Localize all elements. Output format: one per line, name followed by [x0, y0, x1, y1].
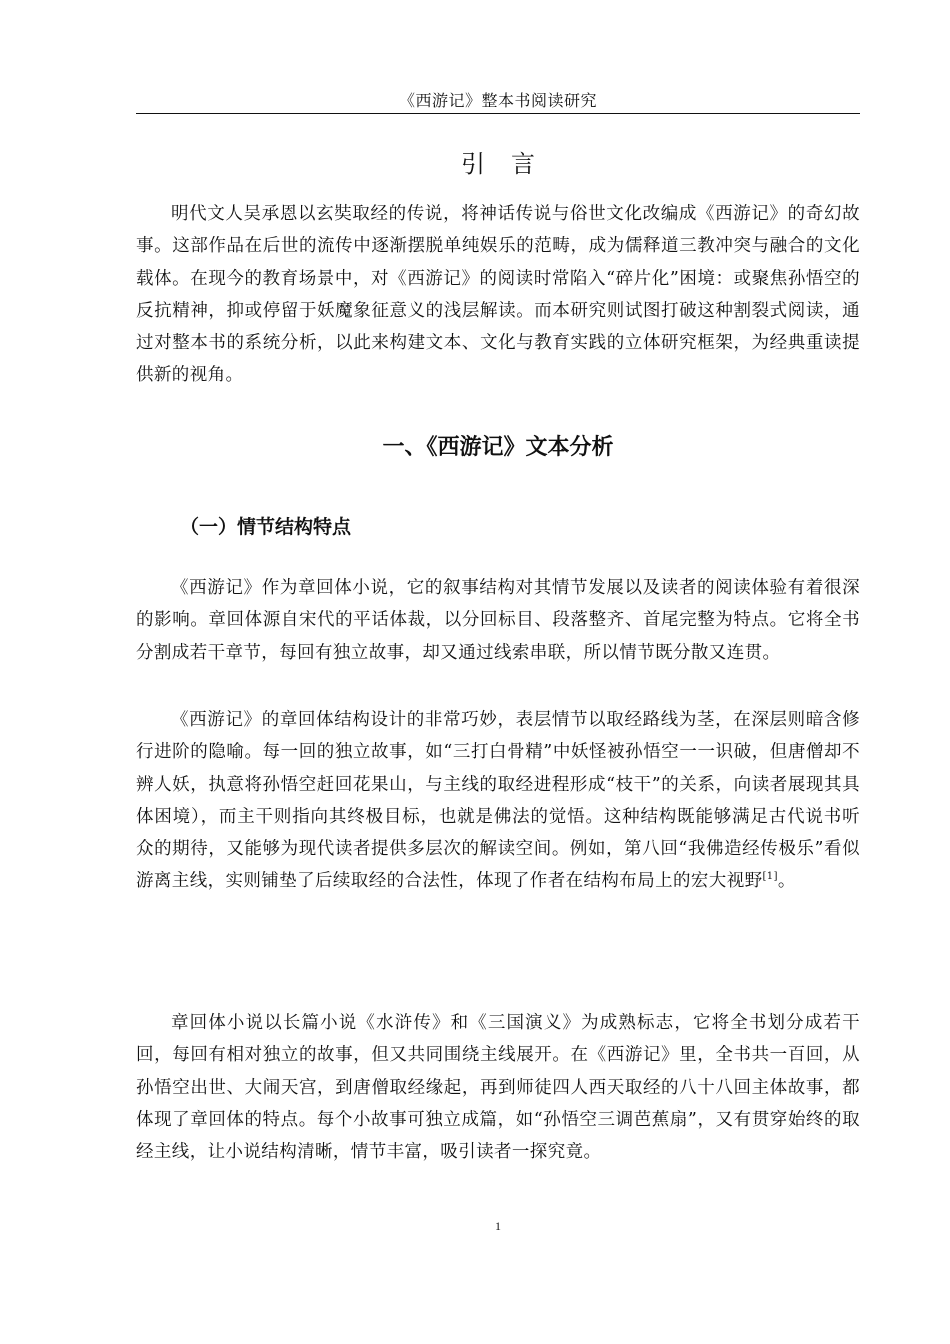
body-paragraph-2-text: 《西游记》的章回体结构设计的非常巧妙，表层情节以取经路线为茎，在深层则暗含修行进阶的隐喻。每一回的独立故事，如“三打白骨精”中妖怪被孙悟空一一识破，但唐僧却不辨人妖，执意将孙悟空赶回花果山，与主线的取经进程形成“枝干”的关系，向读者展现其具体困境），而主干则指向其终极目标，也就是佛法的觉悟。这种结构既能够满足古代说书听众的期待，又能够为现代读者提供多层次的解读空间。例如，第八回“我佛造经传极乐”看似游离主线，实则铺垫了后续取经的合法性，体现了作者在结构布局上的宏大视野 [136, 710, 860, 892]
body-paragraph-3: 章回体小说以长篇小说《水浒传》和《三国演义》为成熟标志，它将全书划分成若干回，每回有相对独立的故事，但又共同围绕主线展开。在《西游记》里，全书共一百回，从孙悟空出世、大闹天宫，到唐僧取经缘起，再到师徒四人西天取经的八十八回主体故事，都体现了章回体的特点。每个小故事可独立成篇，如“孙悟空三调芭蕉扇”，又有贯穿始终的取经主线，让小说结构清晰，情节丰富，吸引读者一探究竟。 [136, 1013, 860, 1163]
intro-title: 引言 [461, 150, 561, 178]
running-header: 《西游记》整本书阅读研究 [398, 91, 597, 110]
citation-marker[interactable]: [1] [762, 871, 778, 883]
header-divider [136, 113, 860, 114]
body-paragraph-1: 《西游记》作为章回体小说，它的叙事结构对其情节发展以及读者的阅读体验有着很深的影响。章回体源自宋代的平话体裁，以分回标目、段落整齐、首尾完整为特点。它将全书分割成若干章节，每回有独立故事，却又通过线索串联，所以情节既分散又连贯。 [136, 578, 860, 663]
intro-paragraph: 明代文人吴承恩以玄奘取经的传说，将神话传说与俗世文化改编成《西游记》的奇幻故事。这部作品在后世的流传中逐渐摆脱单纯娱乐的范畴，成为儒释道三教冲突与融合的文化载体。在现今的教育场景中，对《西游记》的阅读时常陷入“碎片化”困境：或聚焦孙悟空的反抗精神，抑或停留于妖魔象征意义的浅层解读。而本研究则试图打破这种割裂式阅读，通过对整本书的系统分析，以此来构建文本、文化与教育实践的立体研究框架，为经典重读提供新的视角。 [136, 204, 860, 386]
page-number: 1 [495, 1219, 501, 1233]
subsection-heading: （一）情节结构特点 [180, 516, 352, 538]
body-paragraph-2 [136, 704, 860, 898]
section-heading: 一、《西游记》文本分析 [382, 435, 614, 460]
body-paragraph-2-end: 。 [777, 871, 796, 892]
